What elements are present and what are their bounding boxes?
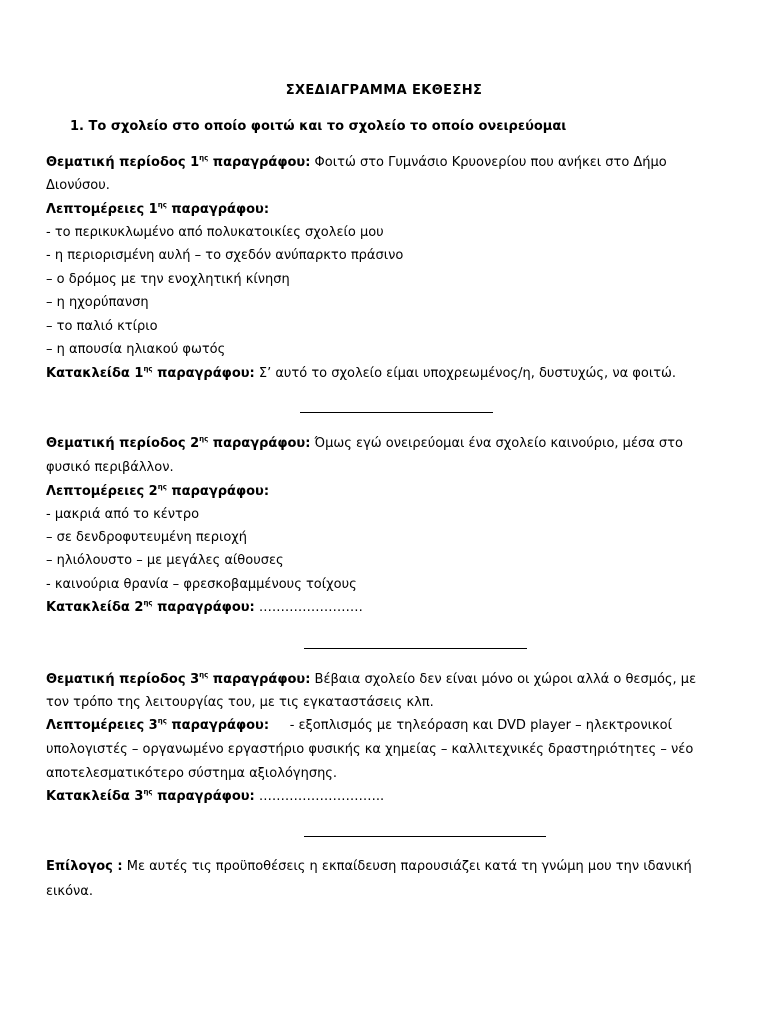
p1-detail-item: - το περικυκλωμένο από πολυκατοικίες σχολείο μου (46, 225, 384, 240)
epilogue-text: Με αυτές τις προϋποθέσεις η εκπαίδευση παρουσιάζει κατά τη γνώμη μου την ιδανική (122, 859, 692, 874)
divider-line (304, 648, 527, 649)
p2-details-label: Λεπτομέρειες $2^{\eta\varsigma}$ παραγράφου: (46, 483, 270, 499)
p1-conclusion-label: Κατακλείδα $1^{\eta\varsigma}$ παραγράφου: (46, 365, 255, 381)
p3-details-text: - εξοπλισμός με τηλεόραση και DVD player – ηλεκτρονικοί (269, 718, 673, 733)
p3-thematic-continuation: τον τρόπο της λειτουργίας του, με τις εγκαταστάσεις κλπ. (46, 695, 434, 710)
p2-detail-item: - καινούρια θρανία – φρεσκοβαμμένους τοίχους (46, 577, 357, 592)
p2-thematic-text: Όμως εγώ ονειρεύομαι ένα σχολείο καινούριο, μέσα στο (310, 436, 683, 451)
p1-detail-item: - η περιορισμένη αυλή – το σχεδόν ανύπαρκτο πράσινο (46, 248, 404, 263)
section-heading: 1. Το σχολείο στο οποίο φοιτώ και το σχολείο το οποίο ονειρεύομαι (70, 119, 567, 134)
epilogue-label: Επίλογος : (46, 859, 123, 874)
divider-line (304, 836, 546, 837)
p3-details-label: Λεπτομέρειες $3^{\eta\varsigma}$ παραγράφου: (46, 717, 270, 733)
p1-detail-item: – η ηχορύπανση (46, 295, 149, 310)
p2-thematic-label: Θεματική περίοδος $2^{\eta\varsigma}$ παραγράφου: (46, 435, 311, 451)
p1-conclusion-line (46, 367, 676, 380)
p3-conclusion-line (46, 790, 384, 803)
p1-thematic-line (46, 156, 667, 169)
p2-detail-item: – ηλιόλουστο – με μεγάλες αίθουσες (46, 553, 284, 568)
epilogue-line (46, 860, 692, 873)
divider-line (300, 412, 493, 413)
p2-conclusion-text: …………………… (254, 600, 363, 615)
p2-conclusion-line (46, 601, 363, 614)
p3-details-continuation: αποτελεσματικότερο σύστημα αξιολόγησης. (46, 766, 338, 781)
p3-conclusion-label: Κατακλείδα $3^{\eta\varsigma}$ παραγράφου: (46, 788, 255, 804)
p2-detail-item: – σε δενδροφυτευμένη περιοχή (46, 530, 248, 545)
p2-conclusion-label: Κατακλείδα $2^{\eta\varsigma}$ παραγράφου: (46, 599, 255, 615)
p1-thematic-label: Θεματική περίοδος $1^{\eta\varsigma}$ παραγράφου: (46, 154, 311, 170)
p3-thematic-text: Βέβαια σχολείο δεν είναι μόνο οι χώροι αλλά ο θεσμός, με (310, 672, 697, 687)
p1-thematic-text: Φοιτώ στο Γυμνάσιο Κρυονερίου που ανήκει στο Δήμο (310, 155, 667, 170)
p1-thematic-continuation: Διονύσου. (46, 178, 110, 193)
epilogue-continuation: εικόνα. (46, 884, 94, 899)
p1-details-label: Λεπτομέρειες $1^{\eta\varsigma}$ παραγράφου: (46, 201, 270, 217)
p1-detail-item: – το παλιό κτίριο (46, 319, 158, 334)
p1-conclusion-text: Σ’ αυτό το σχολείο είμαι υποχρεωμένος/η, δυστυχώς, να φοιτώ. (254, 366, 677, 381)
p3-details-continuation: υπολογιστές – οργανωμένο εργαστήριο φυσικής κα χημείας – καλλιτεχνικές δραστηριότητες – νέο (46, 742, 694, 757)
p1-detail-item: – ο δρόμος με την ενοχλητική κίνηση (46, 272, 290, 287)
p3-thematic-label: Θεματική περίοδος $3^{\eta\varsigma}$ παραγράφου: (46, 671, 311, 687)
p2-thematic-continuation: φυσικό περιβάλλον. (46, 460, 174, 475)
page-title: ΣΧΕΔΙΑΓΡΑΜΜΑ ΕΚΘΕΣΗΣ (285, 83, 483, 98)
p3-thematic-line (46, 673, 696, 686)
p3-conclusion-text: ……………………….. (254, 789, 385, 804)
p3-details-line (46, 719, 672, 732)
p2-detail-item: - μακριά από το κέντρο (46, 507, 200, 522)
p2-thematic-line (46, 437, 683, 450)
p1-detail-item: – η απουσία ηλιακού φωτός (46, 342, 226, 357)
